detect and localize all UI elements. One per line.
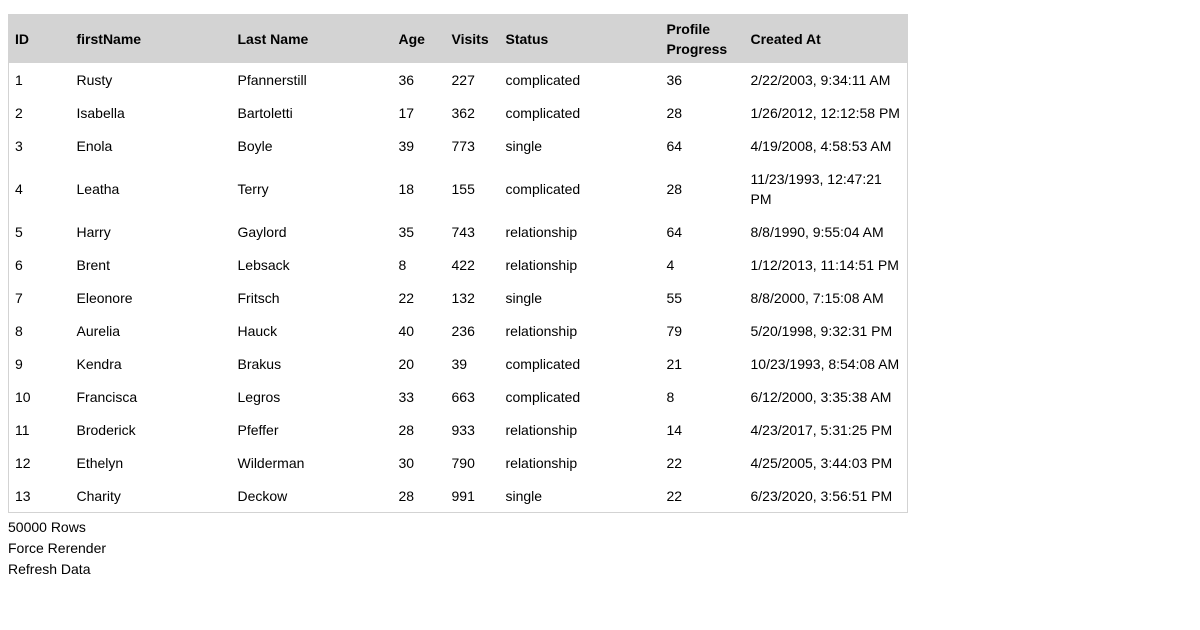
cell-age: 8 — [393, 248, 446, 281]
cell-lastName: Bartoletti — [232, 96, 393, 129]
cell-firstName: Aurelia — [71, 314, 232, 347]
table-row — [9, 63, 908, 96]
cell-status: relationship — [500, 446, 661, 479]
cell-id: 5 — [9, 215, 71, 248]
cell-status: complicated — [500, 162, 661, 215]
cell-visits: 236 — [446, 314, 500, 347]
cell-age: 30 — [393, 446, 446, 479]
cell-firstName: Charity — [71, 479, 232, 513]
cell-status: complicated — [500, 347, 661, 380]
cell-id: 7 — [9, 281, 71, 314]
cell-visits: 155 — [446, 162, 500, 215]
cell-age: 40 — [393, 314, 446, 347]
cell-firstName: Ethelyn — [71, 446, 232, 479]
cell-visits: 773 — [446, 129, 500, 162]
cell-lastName: Fritsch — [232, 281, 393, 314]
cell-age: 20 — [393, 347, 446, 380]
cell-lastName: Gaylord — [232, 215, 393, 248]
cell-progress: 14 — [661, 413, 745, 446]
cell-status: relationship — [500, 314, 661, 347]
cell-status: complicated — [500, 96, 661, 129]
cell-age: 18 — [393, 162, 446, 215]
table-row — [9, 281, 908, 314]
cell-progress: 64 — [661, 129, 745, 162]
cell-progress: 79 — [661, 314, 745, 347]
cell-createdAt: 1/12/2013, 11:14:51 PM — [745, 248, 908, 281]
cell-progress: 55 — [661, 281, 745, 314]
header-row — [9, 15, 908, 64]
row-count: 50000 Rows — [8, 519, 86, 535]
cell-status: relationship — [500, 248, 661, 281]
column-header-age: Age — [393, 15, 446, 64]
cell-firstName: Enola — [71, 129, 232, 162]
cell-createdAt: 8/8/1990, 9:55:04 AM — [745, 215, 908, 248]
cell-createdAt: 4/23/2017, 5:31:25 PM — [745, 413, 908, 446]
table-row — [9, 96, 908, 129]
cell-visits: 39 — [446, 347, 500, 380]
cell-visits: 362 — [446, 96, 500, 129]
cell-visits: 743 — [446, 215, 500, 248]
cell-progress: 28 — [661, 96, 745, 129]
cell-status: complicated — [500, 380, 661, 413]
cell-createdAt: 8/8/2000, 7:15:08 AM — [745, 281, 908, 314]
cell-visits: 132 — [446, 281, 500, 314]
cell-lastName: Lebsack — [232, 248, 393, 281]
table-row — [9, 347, 908, 380]
cell-createdAt: 2/22/2003, 9:34:11 AM — [745, 63, 908, 96]
table-row — [9, 248, 908, 281]
cell-status: relationship — [500, 413, 661, 446]
cell-status: complicated — [500, 63, 661, 96]
cell-id: 12 — [9, 446, 71, 479]
cell-age: 22 — [393, 281, 446, 314]
table-row — [9, 314, 908, 347]
cell-age: 35 — [393, 215, 446, 248]
cell-lastName: Pfeffer — [232, 413, 393, 446]
cell-progress: 21 — [661, 347, 745, 380]
column-header-firstName: firstName — [71, 15, 232, 64]
cell-age: 36 — [393, 63, 446, 96]
cell-id: 11 — [9, 413, 71, 446]
cell-lastName: Deckow — [232, 479, 393, 513]
cell-id: 10 — [9, 380, 71, 413]
table-row — [9, 129, 908, 162]
cell-lastName: Legros — [232, 380, 393, 413]
cell-firstName: Eleonore — [71, 281, 232, 314]
cell-lastName: Pfannerstill — [232, 63, 393, 96]
cell-progress: 8 — [661, 380, 745, 413]
cell-firstName: Kendra — [71, 347, 232, 380]
cell-status: single — [500, 129, 661, 162]
cell-id: 13 — [9, 479, 71, 513]
table-row — [9, 215, 908, 248]
cell-visits: 991 — [446, 479, 500, 513]
cell-lastName: Wilderman — [232, 446, 393, 479]
cell-age: 28 — [393, 413, 446, 446]
cell-progress: 64 — [661, 215, 745, 248]
cell-id: 6 — [9, 248, 71, 281]
cell-lastName: Terry — [232, 162, 393, 215]
cell-firstName: Brent — [71, 248, 232, 281]
cell-firstName: Isabella — [71, 96, 232, 129]
force-rerender-button[interactable]: Force Rerender — [8, 538, 106, 559]
cell-lastName: Boyle — [232, 129, 393, 162]
cell-createdAt: 4/25/2005, 3:44:03 PM — [745, 446, 908, 479]
cell-lastName: Hauck — [232, 314, 393, 347]
cell-progress: 28 — [661, 162, 745, 215]
cell-lastName: Brakus — [232, 347, 393, 380]
cell-createdAt: 6/12/2000, 3:35:38 AM — [745, 380, 908, 413]
cell-id: 2 — [9, 96, 71, 129]
column-header-lastName: Last Name — [232, 15, 393, 64]
cell-firstName: Leatha — [71, 162, 232, 215]
cell-visits: 422 — [446, 248, 500, 281]
table-row — [9, 446, 908, 479]
cell-createdAt: 11/23/1993, 12:47:21 PM — [745, 162, 908, 215]
cell-createdAt: 5/20/1998, 9:32:31 PM — [745, 314, 908, 347]
cell-id: 4 — [9, 162, 71, 215]
cell-status: relationship — [500, 215, 661, 248]
table-row — [9, 479, 908, 513]
cell-firstName: Rusty — [71, 63, 232, 96]
table-row — [9, 380, 908, 413]
cell-age: 17 — [393, 96, 446, 129]
cell-id: 3 — [9, 129, 71, 162]
table-row — [9, 162, 908, 215]
cell-status: single — [500, 281, 661, 314]
cell-progress: 22 — [661, 446, 745, 479]
cell-createdAt: 10/23/1993, 8:54:08 AM — [745, 347, 908, 380]
table-row — [9, 413, 908, 446]
refresh-data-button[interactable]: Refresh Data — [8, 559, 90, 580]
cell-visits: 933 — [446, 413, 500, 446]
cell-createdAt: 6/23/2020, 3:56:51 PM — [745, 479, 908, 513]
cell-progress: 36 — [661, 63, 745, 96]
column-header-createdAt: Created At — [745, 15, 908, 64]
cell-id: 8 — [9, 314, 71, 347]
cell-progress: 4 — [661, 248, 745, 281]
column-header-id: ID — [9, 15, 71, 64]
cell-visits: 663 — [446, 380, 500, 413]
cell-age: 28 — [393, 479, 446, 513]
cell-visits: 227 — [446, 63, 500, 96]
cell-createdAt: 4/19/2008, 4:58:53 AM — [745, 129, 908, 162]
column-header-progress: Profile Progress — [661, 15, 745, 64]
cell-firstName: Francisca — [71, 380, 232, 413]
cell-id: 9 — [9, 347, 71, 380]
cell-status: single — [500, 479, 661, 513]
cell-progress: 22 — [661, 479, 745, 513]
cell-createdAt: 1/26/2012, 12:12:58 PM — [745, 96, 908, 129]
cell-firstName: Broderick — [71, 413, 232, 446]
column-header-status: Status — [500, 15, 661, 64]
cell-id: 1 — [9, 63, 71, 96]
data-table — [8, 14, 908, 513]
cell-firstName: Harry — [71, 215, 232, 248]
cell-age: 39 — [393, 129, 446, 162]
table-body — [9, 63, 908, 513]
cell-visits: 790 — [446, 446, 500, 479]
column-header-visits: Visits — [446, 15, 500, 64]
table-footer — [8, 517, 1200, 580]
cell-age: 33 — [393, 380, 446, 413]
